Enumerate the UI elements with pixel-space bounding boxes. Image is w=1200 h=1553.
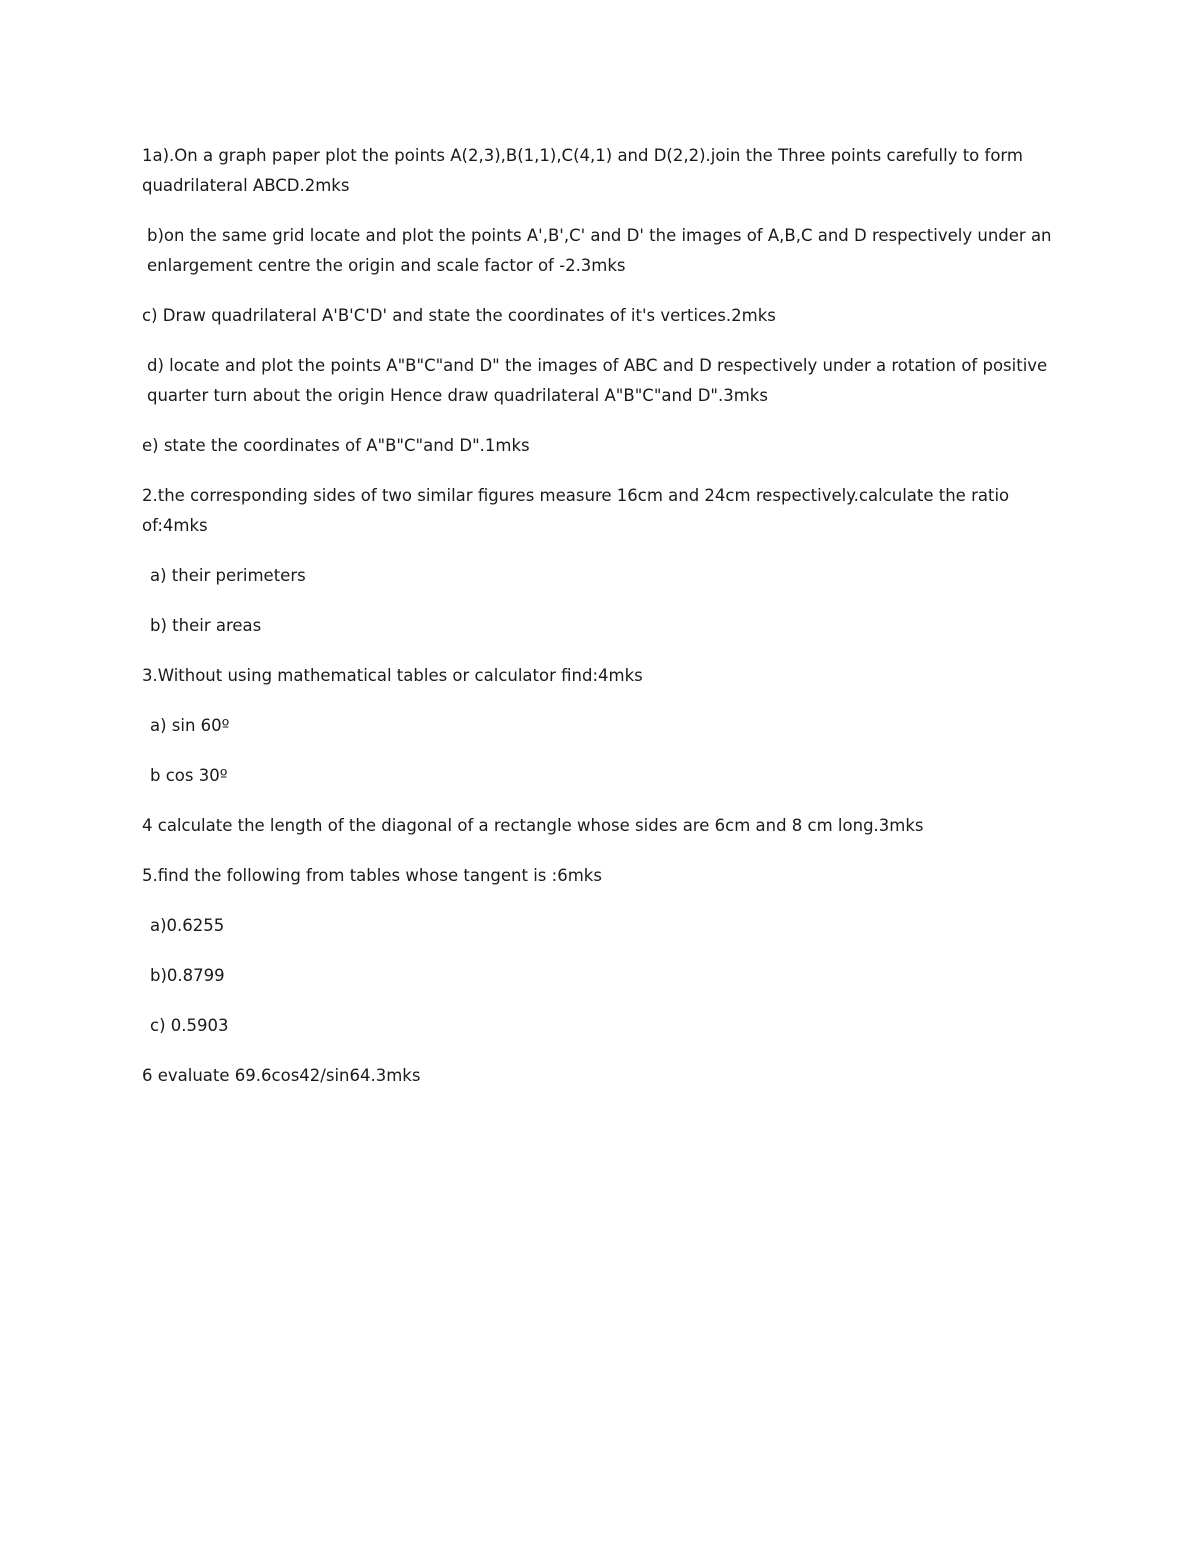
question-3b: b cos 30º	[150, 766, 228, 785]
question-3a: a) sin 60º	[150, 716, 230, 735]
question-1d: d) locate and plot the points A"B"C"and D" the images of ABC and D respectively under a rotation of positive quarter turn about the origin Hence draw quadrilateral A"B"C"and D".3mks	[147, 356, 1053, 405]
question-2b: b) their areas	[150, 616, 262, 635]
question-3: 3.Without using mathematical tables or calculator find:4mks	[142, 666, 643, 685]
question-5b: b)0.8799	[150, 966, 225, 985]
question-2: 2.the corresponding sides of two similar figures measure 16cm and 24cm respectively.calculate the ratio of:4mks	[142, 486, 1015, 535]
document-body	[142, 141, 1062, 1111]
question-5: 5.find the following from tables whose tangent is :6mks	[142, 866, 602, 885]
question-1e: e) state the coordinates of A"B"C"and D".1mks	[142, 436, 530, 455]
question-1a: 1a).On a graph paper plot the points A(2,3),B(1,1),C(4,1) and D(2,2).join the Three points carefully to form quadrilateral ABCD.2mks	[142, 146, 1029, 195]
question-1b: b)on the same grid locate and plot the points A',B',C' and D' the images of A,B,C and D respectively under an enlargement centre the origin and scale factor of -2.3mks	[147, 226, 1057, 275]
question-5a: a)0.6255	[150, 916, 225, 935]
question-5c: c) 0.5903	[150, 1016, 229, 1035]
question-4: 4 calculate the length of the diagonal of a rectangle whose sides are 6cm and 8 cm long.3mks	[142, 816, 924, 835]
question-6: 6 evaluate 69.6cos42/sin64.3mks	[142, 1066, 421, 1085]
question-1c: c) Draw quadrilateral A'B'C'D' and state the coordinates of it's vertices.2mks	[142, 306, 776, 325]
question-2a: a) their perimeters	[150, 566, 306, 585]
